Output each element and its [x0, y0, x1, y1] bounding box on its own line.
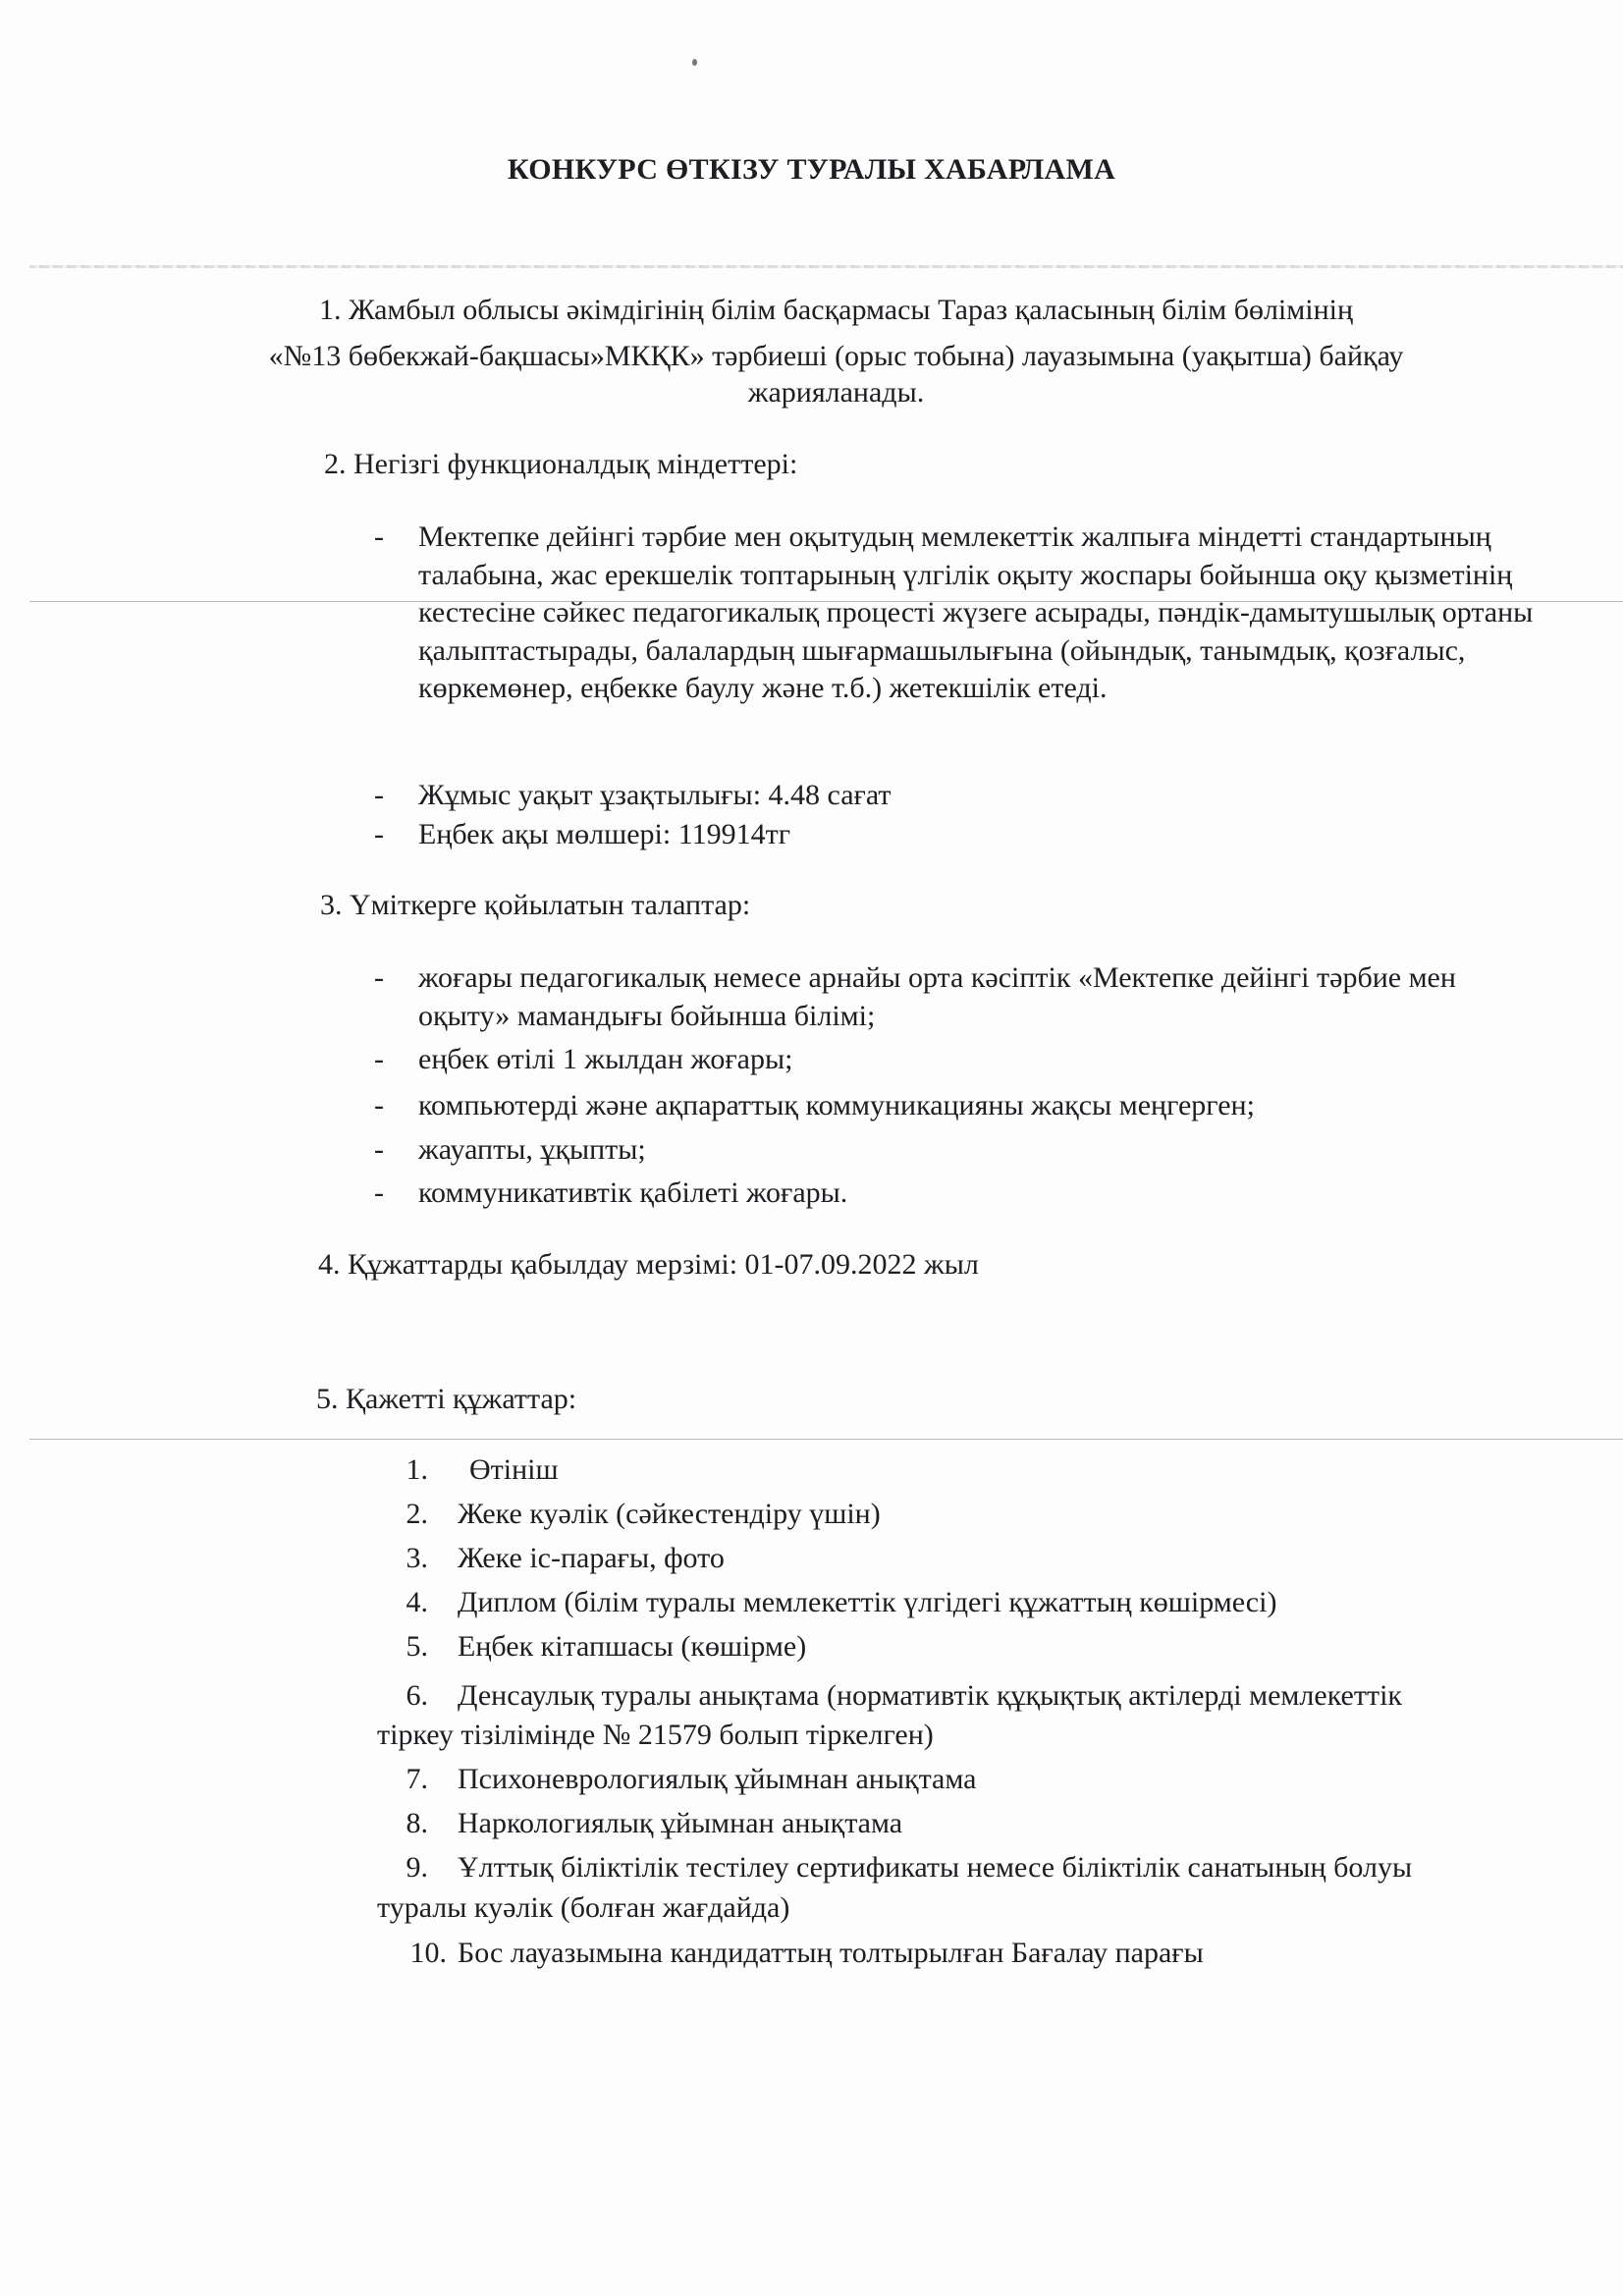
scan-speck — [692, 59, 697, 66]
requirement-item: жоғары педагогикалық немесе арнайы орта кәсіптік «Мектепке дейінгі тәрбие мен оқыту» мамандығы бойынша білімі; — [418, 961, 1456, 1032]
list-bullet: - — [374, 1043, 384, 1075]
requirement-item: еңбек өтілі 1 жылдан жоғары; — [418, 1043, 793, 1075]
duties-text: Мектепке дейінгі тәрбие мен оқытудың мемлекеттік жалпыға міндетті стандартының талабына, жас ерекшелік топтарының үлгілік оқыту жоспары бойынша оқу қызметінің кестесіне сәйкес педагогикалық процесті жүзеге асырады, пәндік-дамытушылық ортаны қалыптастырады, балалардың шығармашылығына (ойындық, танымдық, қозғалыс, көркемөнер, еңбекке баулу және т.б.) жетекшілік етеді. — [418, 520, 1534, 704]
section1-line3: жарияланады. — [747, 376, 925, 409]
document-item-number: 3. — [406, 1542, 428, 1574]
requirement-item: коммуникативтік қабілеті жоғары. — [418, 1176, 848, 1209]
section1-line2: «№13 бөбекжай-бақшасы»МКҚК» тәрбиеші (орыс тобына) лауазымына (уақытша) байқау — [268, 340, 1404, 372]
document-item-continuation: тіркеу тізілімінде № 21579 болып тіркелген) — [377, 1719, 934, 1751]
document-item-number: 10. — [409, 1937, 447, 1969]
document-item: Диплом (білім туралы мемлекеттік үлгідегі құжаттың көшірмесі) — [458, 1586, 1277, 1618]
document-item: Бос лауазымына кандидаттың толтырылған Бағалау парағы — [458, 1937, 1204, 1969]
document-item: Жеке куәлік (сәйкестендіру үшін) — [458, 1498, 881, 1530]
section3-heading: 3. Үміткерге қойылатын талаптар: — [320, 889, 751, 921]
requirement-item: жауапты, ұқыпты; — [418, 1133, 646, 1166]
document-item: Ұлттық біліктілік тестілеу сертификаты немесе біліктілік санатының болуы — [458, 1851, 1413, 1884]
list-bullet: - — [374, 1133, 384, 1166]
list-bullet: - — [374, 1176, 384, 1209]
document-item-number: 9. — [406, 1851, 428, 1884]
section4-deadline: 4. Құжаттарды қабылдау мерзімі: 01-07.09.2022 жыл — [318, 1248, 979, 1281]
section5-heading: 5. Қажетті құжаттар: — [316, 1383, 577, 1415]
document-item: Еңбек кітапшасы (көшірме) — [458, 1630, 807, 1663]
list-bullet: - — [374, 818, 384, 850]
scan-artifact-line — [29, 1439, 1623, 1440]
document-title: КОНКУРС ӨТКІЗУ ТУРАЛЫ ХАБАРЛАМА — [507, 153, 1116, 186]
salary: Еңбек ақы мөлшері: 119914тг — [418, 818, 791, 850]
document-item-number: 6. — [406, 1679, 428, 1712]
document-item: Денсаулық туралы анықтама (нормативтік құқықтық актілерді мемлекеттік — [458, 1679, 1402, 1712]
work-hours: Жұмыс уақыт ұзақтылығы: 4.48 сағат — [418, 779, 892, 811]
section1-line1: 1. Жамбыл облысы әкімдігінің білім басқармасы Тараз қаласының білім бөлімінің — [318, 294, 1354, 326]
document-item: Жеке іс-парағы, фото — [458, 1542, 725, 1574]
document-item-number: 1. — [406, 1453, 428, 1486]
list-bullet: - — [374, 520, 384, 553]
document-item-number: 8. — [406, 1807, 428, 1839]
document-item: Психоневрологиялық ұйымнан анықтама — [458, 1763, 977, 1795]
requirement-item: компьютерді және ақпараттық коммуникацияны жақсы меңгерген; — [418, 1089, 1255, 1121]
document-item: Өтініш — [469, 1453, 559, 1486]
document-item-number: 2. — [406, 1498, 428, 1530]
list-bullet: - — [374, 779, 384, 811]
list-bullet: - — [374, 961, 384, 994]
document-item-number: 7. — [406, 1763, 428, 1795]
document-item-number: 4. — [406, 1586, 428, 1618]
document-item-continuation: туралы куәлік (болған жағдайда) — [377, 1891, 790, 1924]
document-item-number: 5. — [406, 1630, 428, 1663]
list-bullet: - — [374, 1089, 384, 1121]
document-item: Наркологиялық ұйымнан анықтама — [458, 1807, 903, 1839]
section2-heading: 2. Негізгі функционалдық міндеттері: — [324, 448, 798, 480]
scan-artifact-line — [29, 265, 1623, 268]
